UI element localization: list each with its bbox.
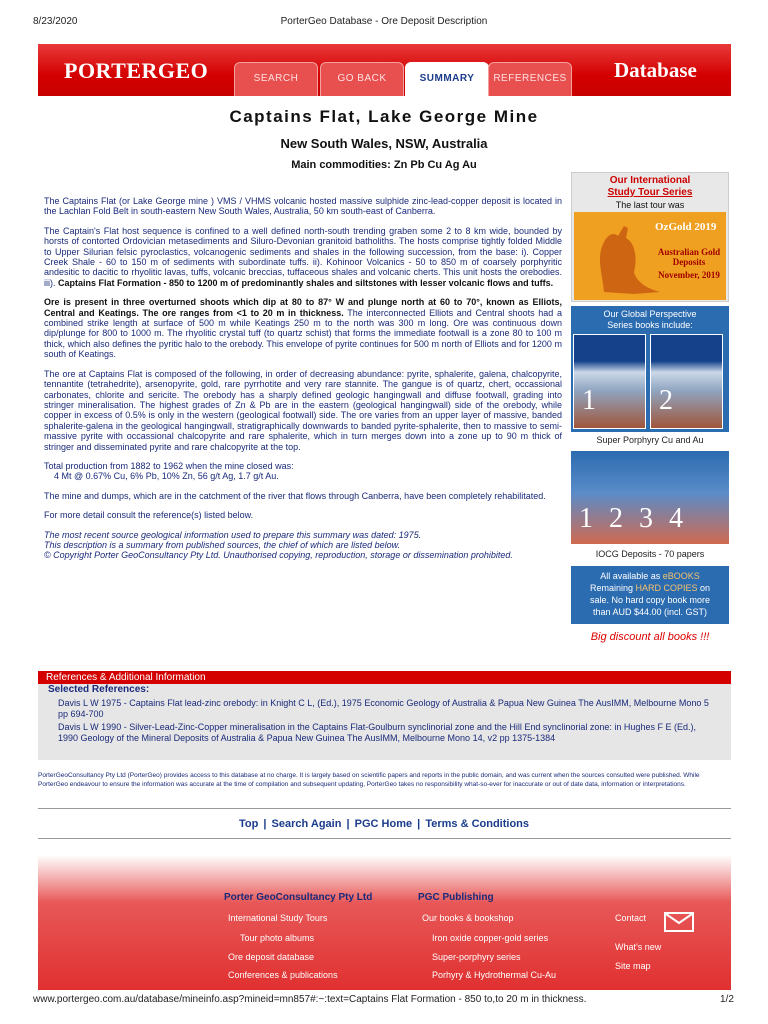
footer-link-porphyry-series[interactable]: Super-porphyry series — [432, 952, 521, 962]
link-search-again[interactable]: Search Again — [271, 818, 342, 830]
page-title: Captains Flat, Lake George Mine — [229, 107, 539, 126]
footer-link-ore-database[interactable]: Ore deposit database — [228, 952, 315, 962]
footer-link-whats-new[interactable]: What's new — [615, 942, 662, 952]
disclaimer-text: PorterGeoConsultancy Pty Ltd (PorterGeo) provides access to this database at no charge. It is largely based on scientific papers and reports in the public domain, and was current when the sources consulted were published. While PorterGeo endeavour to ensure the information was accurate at the time of compilation and subsequent updating, PorterGeo takes no responsibility what-so-ever for inaccurate or out of date data, information or interpretations. — [38, 772, 700, 788]
portergeo-logo[interactable]: PORTERGEO — [64, 58, 209, 83]
tab-go-back[interactable]: GO BACK — [320, 62, 404, 96]
footer-link-study-tours[interactable]: International Study Tours — [228, 913, 328, 923]
location-subtitle: New South Wales, NSW, Australia — [280, 136, 488, 151]
reference-2: Davis L W 1990 - Silver-Lead-Zinc-Copper mineralisation in the Captains Flat-Goulburn synclinorial zone and the Hill End synclinorial zone: in Hughes F E (Ed.), 1990 Geology of the Mineral Deposits of Australia & Papua New Guinea The AusIMM, Melbourne Mono 14, v2 pp 1375-1384 — [58, 722, 696, 743]
link-terms[interactable]: Terms & Conditions — [425, 818, 530, 830]
paragraph-rehabilitation: The mine and dumps, which are in the catchment of the river that flows through Canberra, have been completely rehabilitated. — [44, 490, 546, 501]
print-page-title: PorterGeo Database - Ore Deposit Description — [280, 16, 488, 27]
footer-link-site-map[interactable]: Site map — [615, 961, 651, 971]
paragraph-ore-shoots: Ore is present in three overturned shoots which dip at 80 to 87° W and plunge north at 60 to 70°, known as Elliots, Central and Keatings. The ore ranges from <1 to 20 m in thickness. The interconnected Elliots and Central shoots had a combined strike length at surface of 500 m while Keatings 250 m to the north was 300 m long. Ore was continuous down dip/plunge for 800 to 1000 m. The rhyolitic crystal tuff (to quartz schist) that forms the immediate footwall is a zone 80 to 100 m thick, which also defines the pyritic halo to the orebody. This envelope of pyrite continues for 500 m north of Elliots and for 1200 m south of Keatings. — [44, 297, 562, 360]
footer-col1-title: Porter GeoConsultancy Pty Ltd — [224, 892, 373, 903]
print-page-number: 1/2 — [720, 994, 734, 1005]
porphyry-caption: Super Porphyry Cu and Au — [596, 435, 704, 445]
global-perspective-heading[interactable]: Our Global Perspective Series books include: — [603, 309, 697, 330]
tab-references[interactable]: REFERENCES — [488, 62, 572, 96]
iocg-vol-4: 4 — [669, 503, 683, 534]
bottom-links: Top | Search Again | PGC Home | Terms & Conditions — [238, 818, 530, 830]
last-tour-label: The last tour was — [615, 200, 685, 210]
study-tour-heading[interactable]: Our International Study Tour Series — [607, 175, 693, 198]
print-date: 8/23/2020 — [33, 16, 78, 27]
paragraph-more-detail: For more detail consult the reference(s) listed below. — [44, 510, 254, 521]
ozgold-subtitle: Australian Gold Deposits November, 2019 — [657, 247, 721, 280]
main-commodities: Main commodities: Zn Pb Cu Ag Au — [291, 159, 477, 171]
paragraph-mineralogy: The ore at Captains Flat is composed of the following, in order of decreasing abundance: pyrite, sphalerite, galena, chalcopyrite, tennantite (tetrahedrite), arsenopyrite, gold, rare pyrrhotite and very rare stannite. The gangue is of quartz, chert, occassional carbonates, chlorite and sericite. The orebody has a sharply defined geologic hangingwall and diffuse footwall, grading into stringer mineralisation. The highest grades of Zn & Pb are in the eastern (geological hangingwall) side of the orebody, while copper in excess of 0.5% is only in the western (geological footwall) side. The ore varies from an upper layer of massive, banded sphalerite-galena in the geological hangingwall, stratigraphically downwards to banded pyrite-sphalerite, then to massive to semi-massive pyrite with occassional chalcopyrite and rare sphalerite, which in turn merges down into a zone up to 90 m thick of stringer and disseminated pyrite and rare chalcopyrite at the top. — [44, 368, 562, 452]
book-2-number: 2 — [659, 385, 673, 416]
porphyry-book-1-cover[interactable] — [573, 334, 646, 429]
description-body — [44, 196, 562, 570]
divider-bottom — [38, 838, 731, 839]
reference-1: Davis L W 1975 - Captains Flat lead-zinc orebody: in Knight C L, (Ed.), 1975 Economic Geology of Australia & Papua New Guinea The AusIMM, Melbourne Mono 5 pp 694-700 — [58, 698, 709, 719]
iocg-caption: IOCG Deposits - 70 papers — [595, 549, 705, 559]
paragraph-production: Total production from 1882 to 1962 when the mine closed was: 4 Mt @ 0.67% Cu, 6% Pb, 10% Zn, 56 g/t Ag, 1.7 g/t Au. — [44, 460, 294, 482]
envelope-icon — [666, 914, 692, 930]
iocg-books-image[interactable] — [571, 451, 729, 544]
ebooks-link[interactable]: eBOOKS — [662, 571, 700, 581]
references-bar: References & Additional Information — [38, 671, 731, 684]
footer-link-conferences[interactable]: Conferences & publications — [228, 970, 338, 980]
divider-top — [38, 808, 731, 809]
study-tour-link[interactable]: Study Tour Series — [607, 187, 693, 198]
hard-copies-link[interactable]: HARD COPIES — [635, 583, 698, 593]
link-pgc-home[interactable]: PGC Home — [354, 818, 413, 830]
footer-link-contact[interactable]: Contact — [615, 913, 647, 923]
discount-notice[interactable]: Big discount all books !!! — [590, 631, 710, 643]
print-url: www.portergeo.com.au/database/mineinfo.asp?mineid=mn857#:~:text=Captains Flat Formation - 850 to,to 20 m in thickness. — [33, 994, 587, 1005]
book-1-number: 1 — [582, 385, 596, 416]
iocg-vol-3: 3 — [639, 503, 653, 534]
footer-link-books[interactable]: Our books & bookshop — [422, 913, 514, 923]
footer-col2-title: PGC Publishing — [418, 892, 494, 903]
paragraph-intro: The Captains Flat (or Lake George mine ) VMS / VHMS volcanic hosted massive sulphide zinc-lead-copper deposit is located in the Lachlan Fold Belt in south-eastern New South Wales, Australia, 50 km south-east of Canberra. — [44, 196, 562, 217]
tab-summary[interactable]: SUMMARY — [405, 62, 489, 96]
selected-references-heading: Selected References: — [48, 684, 150, 695]
database-label: Database — [614, 58, 697, 82]
ozgold-title: OzGold 2019 — [655, 221, 717, 233]
porphyry-book-2-cover[interactable] — [650, 334, 723, 429]
ebooks-panel[interactable]: All available as eBOOKS Remaining HARD COPIES on sale. No hard copy book more than AUD $44.00 (incl. GST) — [571, 566, 729, 624]
iocg-vol-2: 2 — [609, 503, 623, 534]
iocg-vol-1: 1 — [579, 503, 593, 534]
mail-envelope-icon[interactable] — [664, 912, 694, 932]
link-top[interactable]: Top — [238, 818, 259, 830]
paragraph-host-sequence: The Captain's Flat host sequence is confined to a well defined north-south trending graben some 2 to 8 km wide, bounded by horsts of contorted Ordovician metasediments and Siluro-Devonian granitoid batholiths. The hosts comprise tightly folded Middle to Upper Silurian felsic pyroclastics, volcanogenic sediments and shales in the following succession, from the base: i). Copper Creek Shale - 60 to 150 m of sediments with subordinate tuffs. ii). Kohinoor Volcanics - 50 to 850 m of coarsely porphyritic andesitic to dacitic to rhyolitic lavas, tuffs, volcanic breccias, tuffaceous shales and volcanic cherts. This unit hosts the orebodies. iii). Captains Flat Formation - 850 to 1200 m of predominantly shales and siltstones with lesser volcanic flows and tuffs. — [44, 225, 562, 288]
footer-link-tour-albums[interactable]: Tour photo albums — [240, 933, 315, 943]
footer-link-porphyry-hydrothermal[interactable]: Porhyry & Hydrothermal Cu-Au — [432, 970, 557, 980]
paragraph-source-note: The most recent source geological information used to prepare this summary was dated: 1975. This description is a summary from published sources, the chief of which are listed below. © Copyright Porter GeoConsultancy Pty Ltd. Unauthorised copying, reproduction, storage or dissemination prohibited. — [44, 529, 513, 561]
tab-search[interactable]: SEARCH — [234, 62, 318, 96]
footer-link-iocg-series[interactable]: Iron oxide copper-gold series — [432, 933, 549, 943]
